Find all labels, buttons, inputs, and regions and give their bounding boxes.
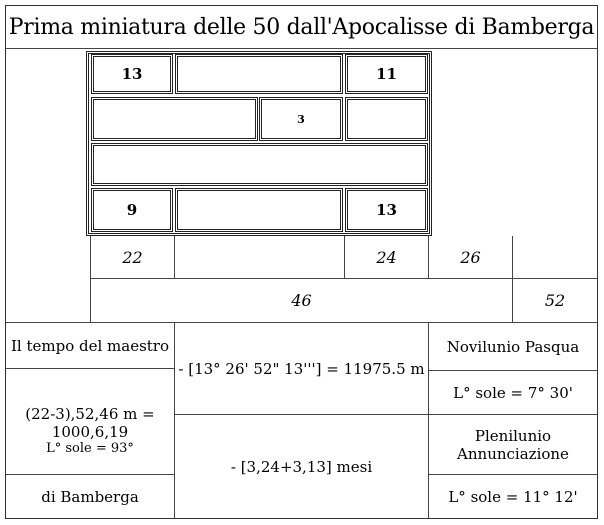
bamberga-label: di Bamberga [41, 488, 139, 506]
box-r3-full [91, 143, 428, 186]
formula-line2: 1000,6,19 [51, 423, 129, 441]
formula-block [6, 369, 174, 474]
formula-sun: L° sole = 93° [46, 441, 134, 456]
box-r4-center [175, 188, 343, 232]
box-r4-right: 13 [345, 188, 428, 232]
box-r2-center: 3 [259, 97, 343, 141]
measure-52: 52 [544, 291, 566, 310]
measure-22: 22 [122, 247, 143, 267]
page-title: Prima miniatura delle 50 dall'Apocalisse di Bamberga [8, 14, 595, 40]
measure-24: 24 [376, 247, 397, 267]
box-r1-left: 13 [91, 54, 173, 94]
sun-plenilunio: L° sole = 11° 12' [448, 488, 578, 506]
tempo-label: Il tempo del maestro [10, 336, 170, 355]
formula-line1: (22-3),52,46 m = [25, 405, 155, 423]
novilunio-label: Novilunio Pasqua [446, 337, 580, 356]
measure-46: 46 [291, 291, 312, 310]
plenilunio-line1: Plenilunio [474, 426, 552, 445]
grid-line [174, 236, 175, 278]
measure-26: 26 [460, 247, 481, 267]
box-r4-left: 9 [91, 188, 173, 232]
sun-novilunio: L° sole = 7° 30' [453, 383, 573, 402]
box-r2-left [91, 97, 258, 141]
box-r1-center [175, 54, 343, 94]
title-divider [6, 48, 597, 49]
plenilunio-line2: Annunciazione [457, 444, 569, 463]
center-top-formula: - [13° 26' 52" 13'''] = 11975.5 m [178, 359, 425, 378]
center-bottom-formula: - [3,24+3,13] mesi [230, 458, 373, 476]
plenilunio-block [429, 415, 597, 474]
box-r2-right [345, 97, 428, 141]
box-r1-right: 11 [345, 54, 428, 94]
